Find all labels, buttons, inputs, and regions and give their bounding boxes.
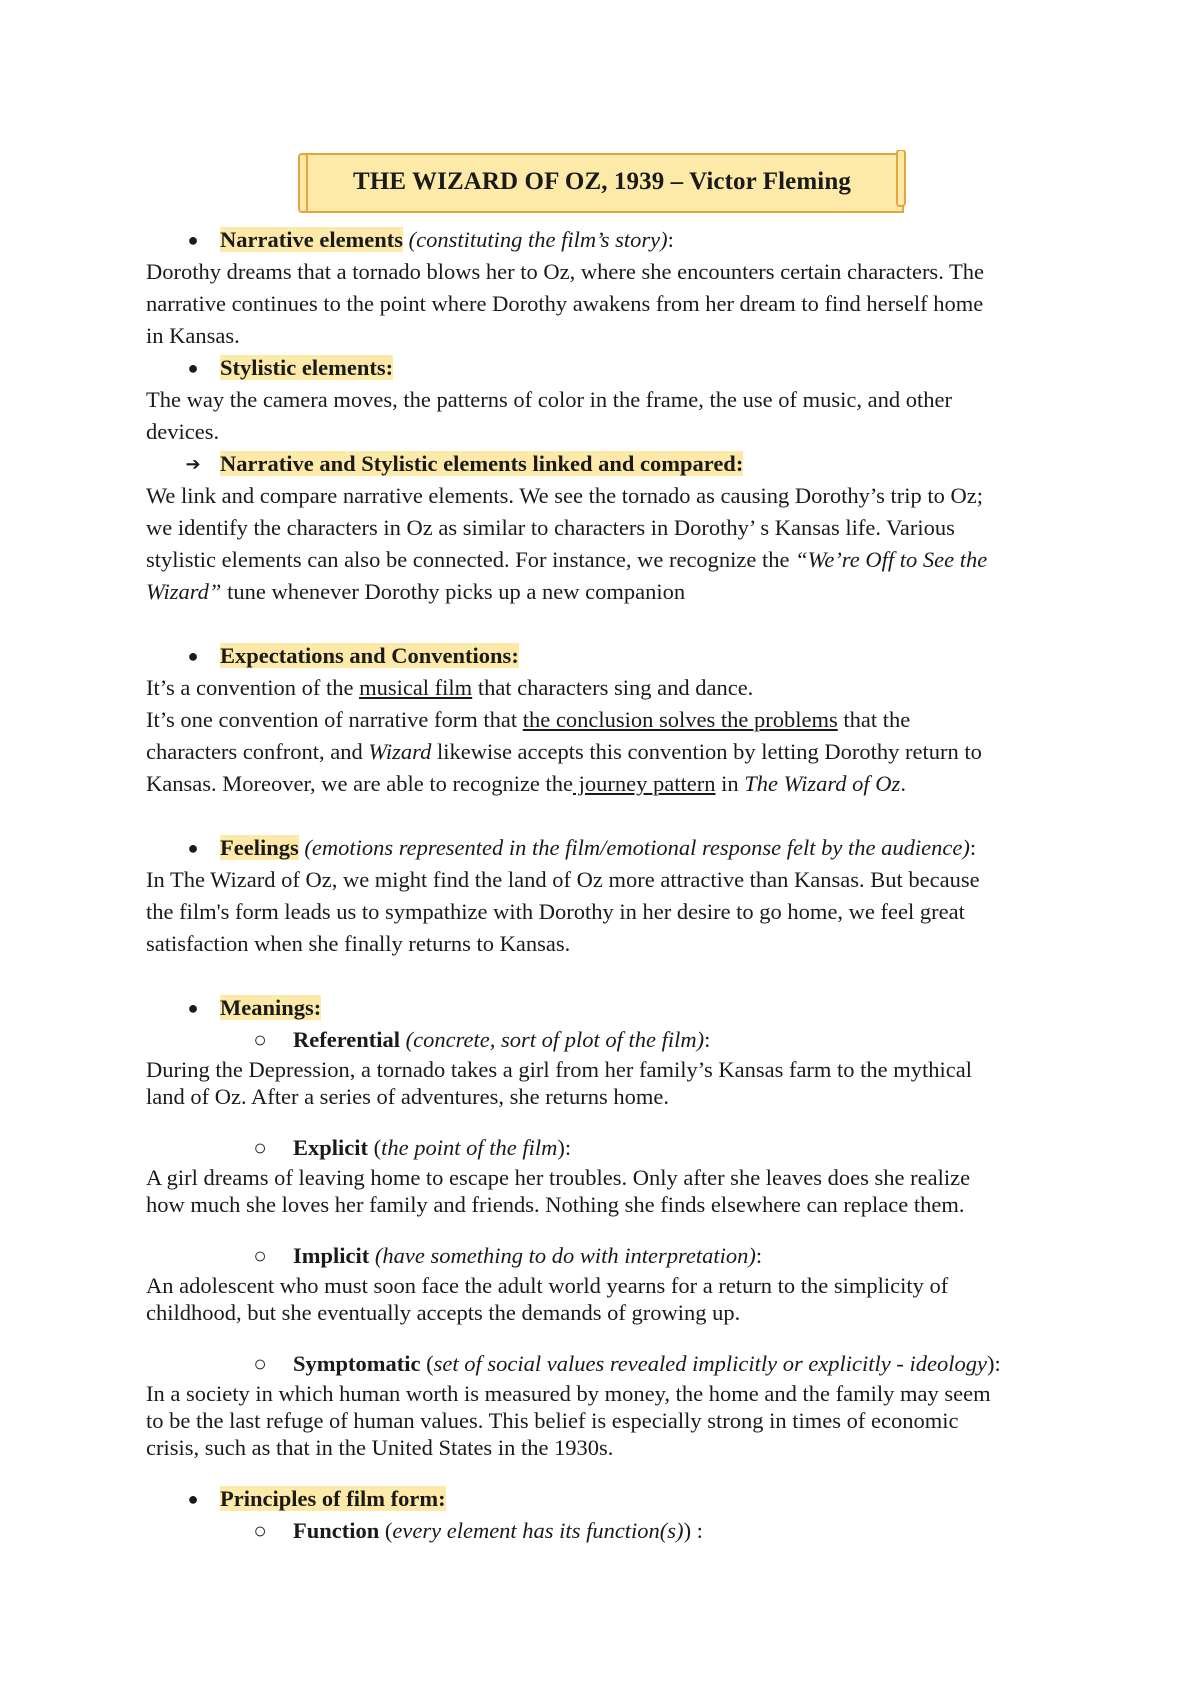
circle-bullet-icon: ○	[253, 1135, 267, 1160]
paragraph-line: It’s one convention of narrative form that the conclusion solves the problems that the	[146, 707, 911, 732]
paragraph-line: In a society in which human worth is measured by money, the home and the family may seem	[146, 1381, 991, 1406]
spacer	[146, 1326, 1076, 1348]
spacer	[146, 1110, 1076, 1132]
paragraph-line: We link and compare narrative elements. We see the tornado as causing Dorothy’s trip to Oz;	[146, 483, 983, 508]
bullet-icon: ●	[187, 838, 199, 858]
paragraph-line: narrative continues to the point where Dorothy awakens from her dream to find herself home	[146, 291, 984, 316]
page-title: THE WIZARD OF OZ, 1939 – Victor Fleming	[353, 168, 851, 195]
paragraph-line: An adolescent who must soon face the adult world yearns for a return to the simplicity of	[146, 1273, 949, 1298]
section-narrative-heading: ● Narrative elements (constituting the film’s story):	[146, 224, 1076, 256]
section-feelings-heading: ● Feelings (emotions represented in the film/emotional response felt by the audience):	[146, 832, 1076, 864]
paragraph-line: childhood, but she eventually accepts the demands of growing up.	[146, 1300, 741, 1325]
narrative-heading: Narrative elements	[220, 227, 404, 252]
principles-heading: Principles of film form	[220, 1486, 439, 1511]
title-banner	[297, 150, 907, 216]
bullet-icon: ●	[187, 358, 199, 378]
linked-heading: Narrative and Stylistic elements linked and compared:	[220, 451, 744, 476]
subsection-explicit: ○ Explicit (the point of the film):	[146, 1132, 1076, 1164]
paragraph-line: It’s a convention of the musical film that characters sing and dance.	[146, 675, 754, 700]
bullet-icon: ●	[187, 230, 199, 250]
subsection-function: ○ Function (every element has its function(s)) :	[146, 1515, 1076, 1547]
spacer	[146, 1218, 1076, 1240]
bullet-icon: ●	[187, 998, 199, 1018]
spacer	[146, 960, 1076, 992]
section-meanings-heading	[146, 992, 1076, 1024]
paragraph-line: Dorothy dreams that a tornado blows her to Oz, where she encounters certain characters. The	[146, 259, 985, 284]
circle-bullet-icon: ○	[253, 1351, 267, 1376]
paragraph-line: A girl dreams of leaving home to escape her troubles. Only after she leaves does she realize	[146, 1165, 971, 1190]
subsection-referential: ○ Referential (concrete, sort of plot of the film):	[146, 1024, 1076, 1056]
circle-bullet-icon: ○	[253, 1518, 267, 1543]
paragraph-line: devices.	[146, 419, 220, 444]
expectations-heading: Expectations and Conventions	[220, 643, 512, 668]
arrow-icon: ➔	[185, 454, 201, 474]
paragraph-line: the film's form leads us to sympathize with Dorothy in her desire to go home, we feel great	[146, 899, 965, 924]
meanings-heading: Meanings:	[220, 995, 322, 1020]
section-linked-heading	[146, 448, 1076, 480]
spacer	[146, 608, 1076, 640]
paragraph-line: crisis, such as that in the United States in the 1930s.	[146, 1435, 614, 1460]
subsection-implicit: ○ Implicit (have something to do with interpretation):	[146, 1240, 1076, 1272]
stylistic-heading: Stylistic elements:	[220, 355, 394, 380]
circle-bullet-icon: ○	[253, 1027, 267, 1052]
paragraph-line: Kansas. Moreover, we are able to recognize the journey pattern in The Wizard of Oz.	[146, 771, 906, 796]
paragraph-line: During the Depression, a tornado takes a girl from her family’s Kansas farm to the mythical	[146, 1057, 973, 1082]
spacer	[146, 800, 1076, 832]
paragraph-line: in Kansas.	[146, 323, 240, 348]
paragraph-line: satisfaction when she finally returns to Kansas.	[146, 931, 571, 956]
paragraph-line: In The Wizard of Oz, we might find the land of Oz more attractive than Kansas. But because	[146, 867, 980, 892]
bullet-icon: ●	[187, 646, 199, 666]
paragraph-line: we identify the characters in Oz as similar to characters in Dorothy’ s Kansas life. Various	[146, 515, 955, 540]
feelings-heading: Feelings	[220, 835, 299, 860]
section-expectations-heading: ● Expectations and Conventions:	[146, 640, 1076, 672]
paragraph-line: how much she loves her family and friends. Nothing she finds elsewhere can replace them.	[146, 1192, 965, 1217]
paragraph-line: The way the camera moves, the patterns of color in the frame, the use of music, and other	[146, 387, 952, 412]
circle-bullet-icon: ○	[253, 1243, 267, 1268]
paragraph-line: Wizard” tune whenever Dorothy picks up a new companion	[146, 579, 686, 604]
spacer	[146, 1461, 1076, 1483]
paragraph-line: characters confront, and Wizard likewise accepts this convention by letting Dorothy return to	[146, 739, 982, 764]
section-stylistic-heading	[146, 352, 1076, 384]
paragraph-line: to be the last refuge of human values. This belief is especially strong in times of economic	[146, 1408, 959, 1433]
document-body	[146, 224, 1076, 1547]
subsection-symptomatic: ○ Symptomatic (set of social values revealed implicitly or explicitly - ideology):	[146, 1348, 1076, 1380]
paragraph-line: stylistic elements can also be connected. For instance, we recognize the “We’re Off to See the	[146, 547, 988, 572]
paragraph-line: land of Oz. After a series of adventures, she returns home.	[146, 1084, 669, 1109]
bullet-icon: ●	[187, 1489, 199, 1509]
section-principles-heading: ● Principles of film form:	[146, 1483, 1076, 1515]
